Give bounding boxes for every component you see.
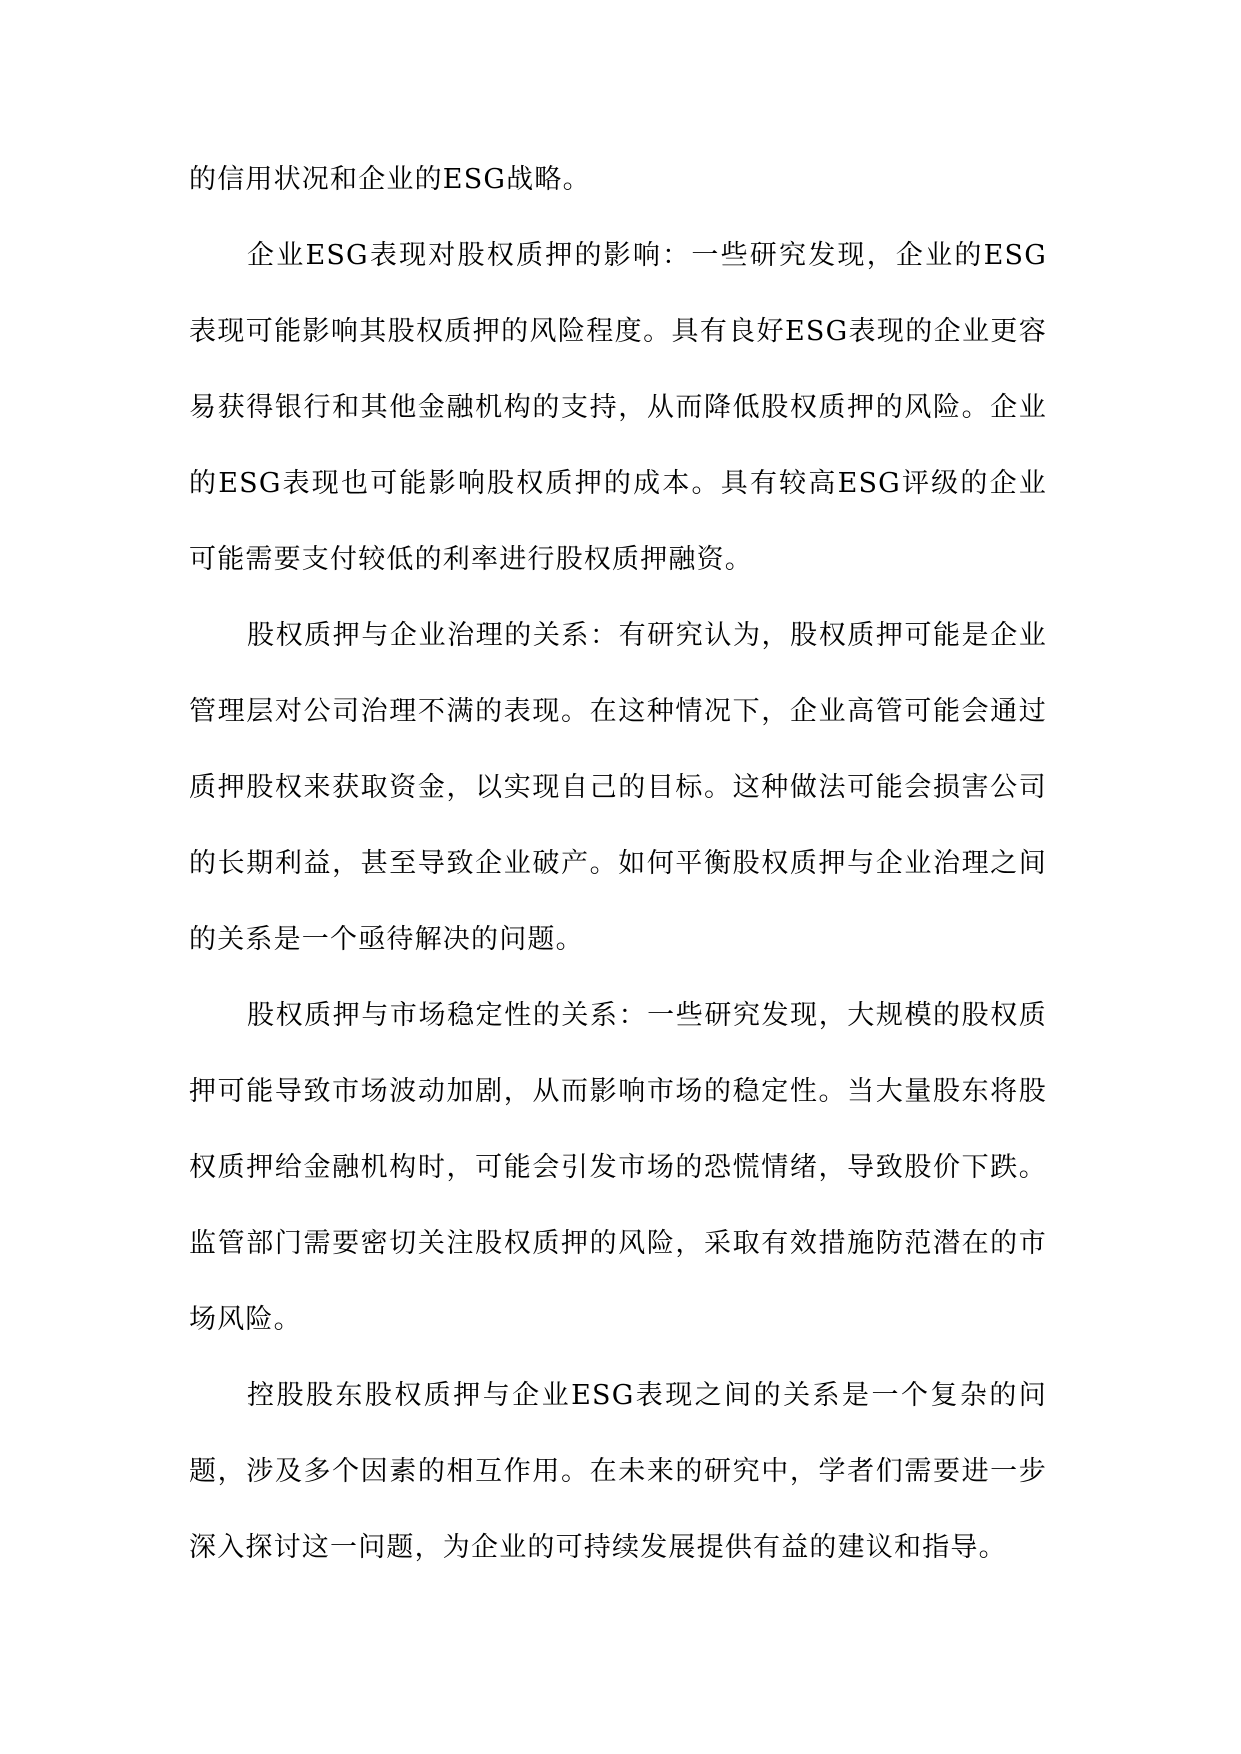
paragraph-continuation: 的信用状况和企业的ESG战略。 xyxy=(189,164,591,195)
document-body xyxy=(189,142,1047,1586)
paragraph-esg-impact: 企业ESG表现对股权质押的影响：一些研究发现，企业的ESG表现可能影响其股权质押的风险程度。具有良好ESG表现的企业更容易获得银行和其他金融机构的支持，从而降低股权质押的风险。企业的ESG表现也可能影响股权质押的成本。具有较高ESG评级的企业可能需要支付较低的利率进行股权质押融资。 xyxy=(189,240,1047,575)
paragraph-governance: 股权质押与企业治理的关系：有研究认为，股权质押可能是企业管理层对公司治理不满的表现。在这种情况下，企业高管可能会通过质押股权来获取资金，以实现自己的目标。这种做法可能会损害公司的长期利益，甚至导致企业破产。如何平衡股权质押与企业治理之间的关系是一个亟待解决的问题。 xyxy=(189,620,1047,955)
paragraph-conclusion: 控股股东股权质押与企业ESG表现之间的关系是一个复杂的问题，涉及多个因素的相互作用。在未来的研究中，学者们需要进一步深入探讨这一问题，为企业的可持续发展提供有益的建议和指导。 xyxy=(189,1380,1047,1563)
paragraph-market-stability: 股权质押与市场稳定性的关系：一些研究发现，大规模的股权质押可能导致市场波动加剧，从而影响市场的稳定性。当大量股东将股权质押给金融机构时，可能会引发市场的恐慌情绪，导致股价下跌。监管部门需要密切关注股权质押的风险，采取有效措施防范潜在的市场风险。 xyxy=(189,1000,1047,1335)
